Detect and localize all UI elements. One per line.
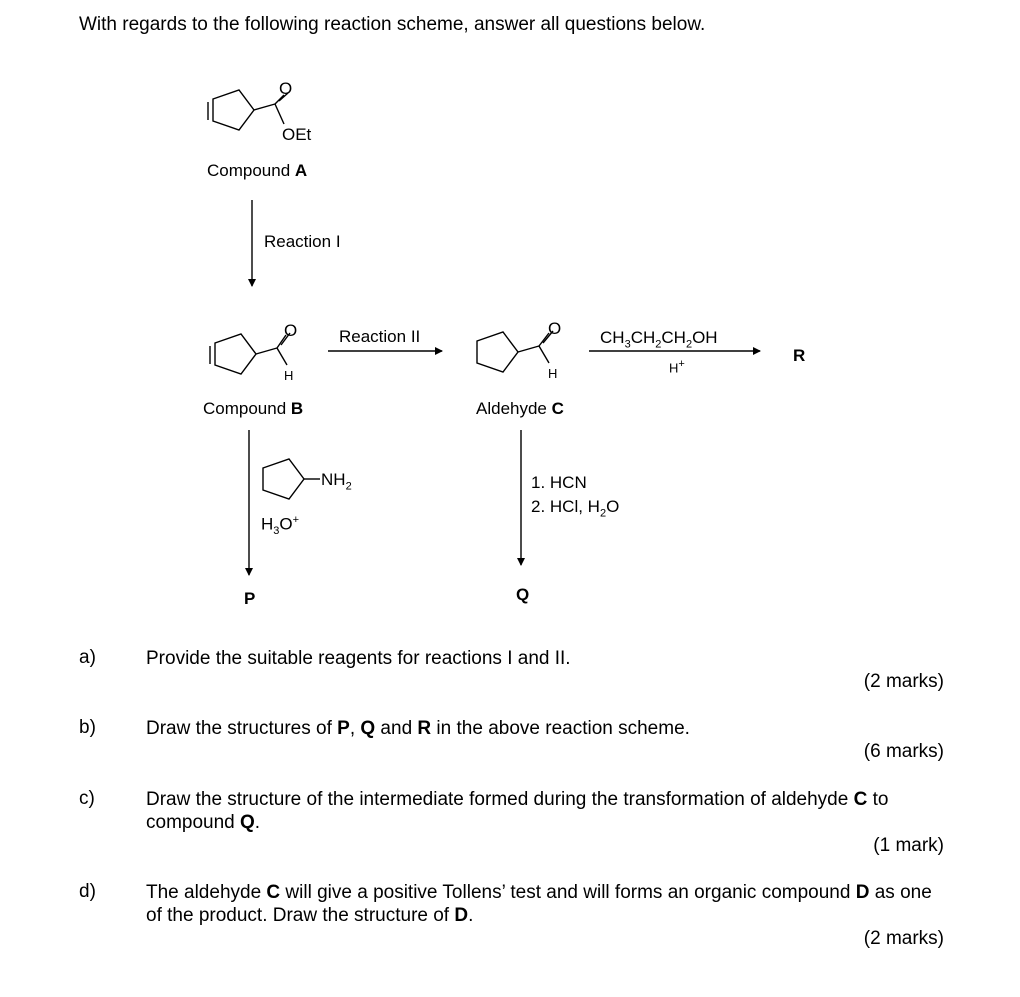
question-c-label: c) — [79, 788, 95, 809]
product-r: R — [793, 346, 806, 365]
question-d-marks: (2 marks) — [863, 928, 944, 949]
propanol-reagent: $CH_3CH_2CH_2OH$ — [600, 328, 718, 351]
aldehyde-c-hydrogen: H — [548, 366, 558, 381]
intro-text: With regards to the following reaction scheme, answer all questions below. — [79, 14, 706, 35]
aldehyde-c-label: Aldehyde C — [476, 399, 564, 418]
reaction-1-label: Reaction I — [264, 232, 341, 251]
compound-b-label: Compound B — [203, 399, 304, 418]
compound-a-ethoxy: OEt — [282, 125, 312, 144]
step-1: 1. HCN — [531, 473, 587, 492]
question-a-marks: (2 marks) — [863, 671, 944, 692]
step-2: 2. HCl, $H_2O$ — [531, 497, 620, 520]
question-d-text: The aldehyde C will give a positive Tollens’ test and will forms an organic compound D as one of the product. Draw the structure of D. — [146, 882, 932, 926]
aldehyde-c-oxygen: O — [548, 319, 562, 338]
product-p: P — [244, 589, 256, 608]
question-c-marks: (1 mark) — [873, 835, 944, 856]
reaction-2-label: Reaction II — [339, 327, 421, 346]
compound-b-hydrogen: H — [284, 368, 294, 383]
question-d-label: d) — [79, 881, 96, 902]
product-q: Q — [516, 585, 530, 604]
compound-b-structure — [210, 333, 290, 374]
compound-a-label: Compound A — [207, 161, 308, 180]
hydronium: $H_3O^+$ — [261, 514, 300, 538]
question-b-marks: (6 marks) — [863, 741, 944, 762]
compound-b-oxygen: O — [284, 321, 298, 340]
acid-catalyst: H+ — [669, 358, 685, 376]
cyclopentylamine-structure — [263, 459, 320, 499]
compound-a-structure — [208, 90, 288, 130]
question-b-text: Draw the structures of P, Q and R in the above reaction scheme. — [146, 718, 690, 739]
amine-group: $NH_2$ — [321, 470, 352, 493]
aldehyde-c-structure — [477, 331, 553, 372]
question-a-text: Provide the suitable reagents for reactions I and II. — [146, 648, 571, 669]
question-c-text: Draw the structure of the intermediate formed during the transformation of aldehyde C to compound Q. — [146, 789, 889, 833]
compound-a-oxygen: O — [279, 79, 293, 98]
question-b-label: b) — [79, 717, 96, 738]
question-a-label: a) — [79, 647, 96, 668]
